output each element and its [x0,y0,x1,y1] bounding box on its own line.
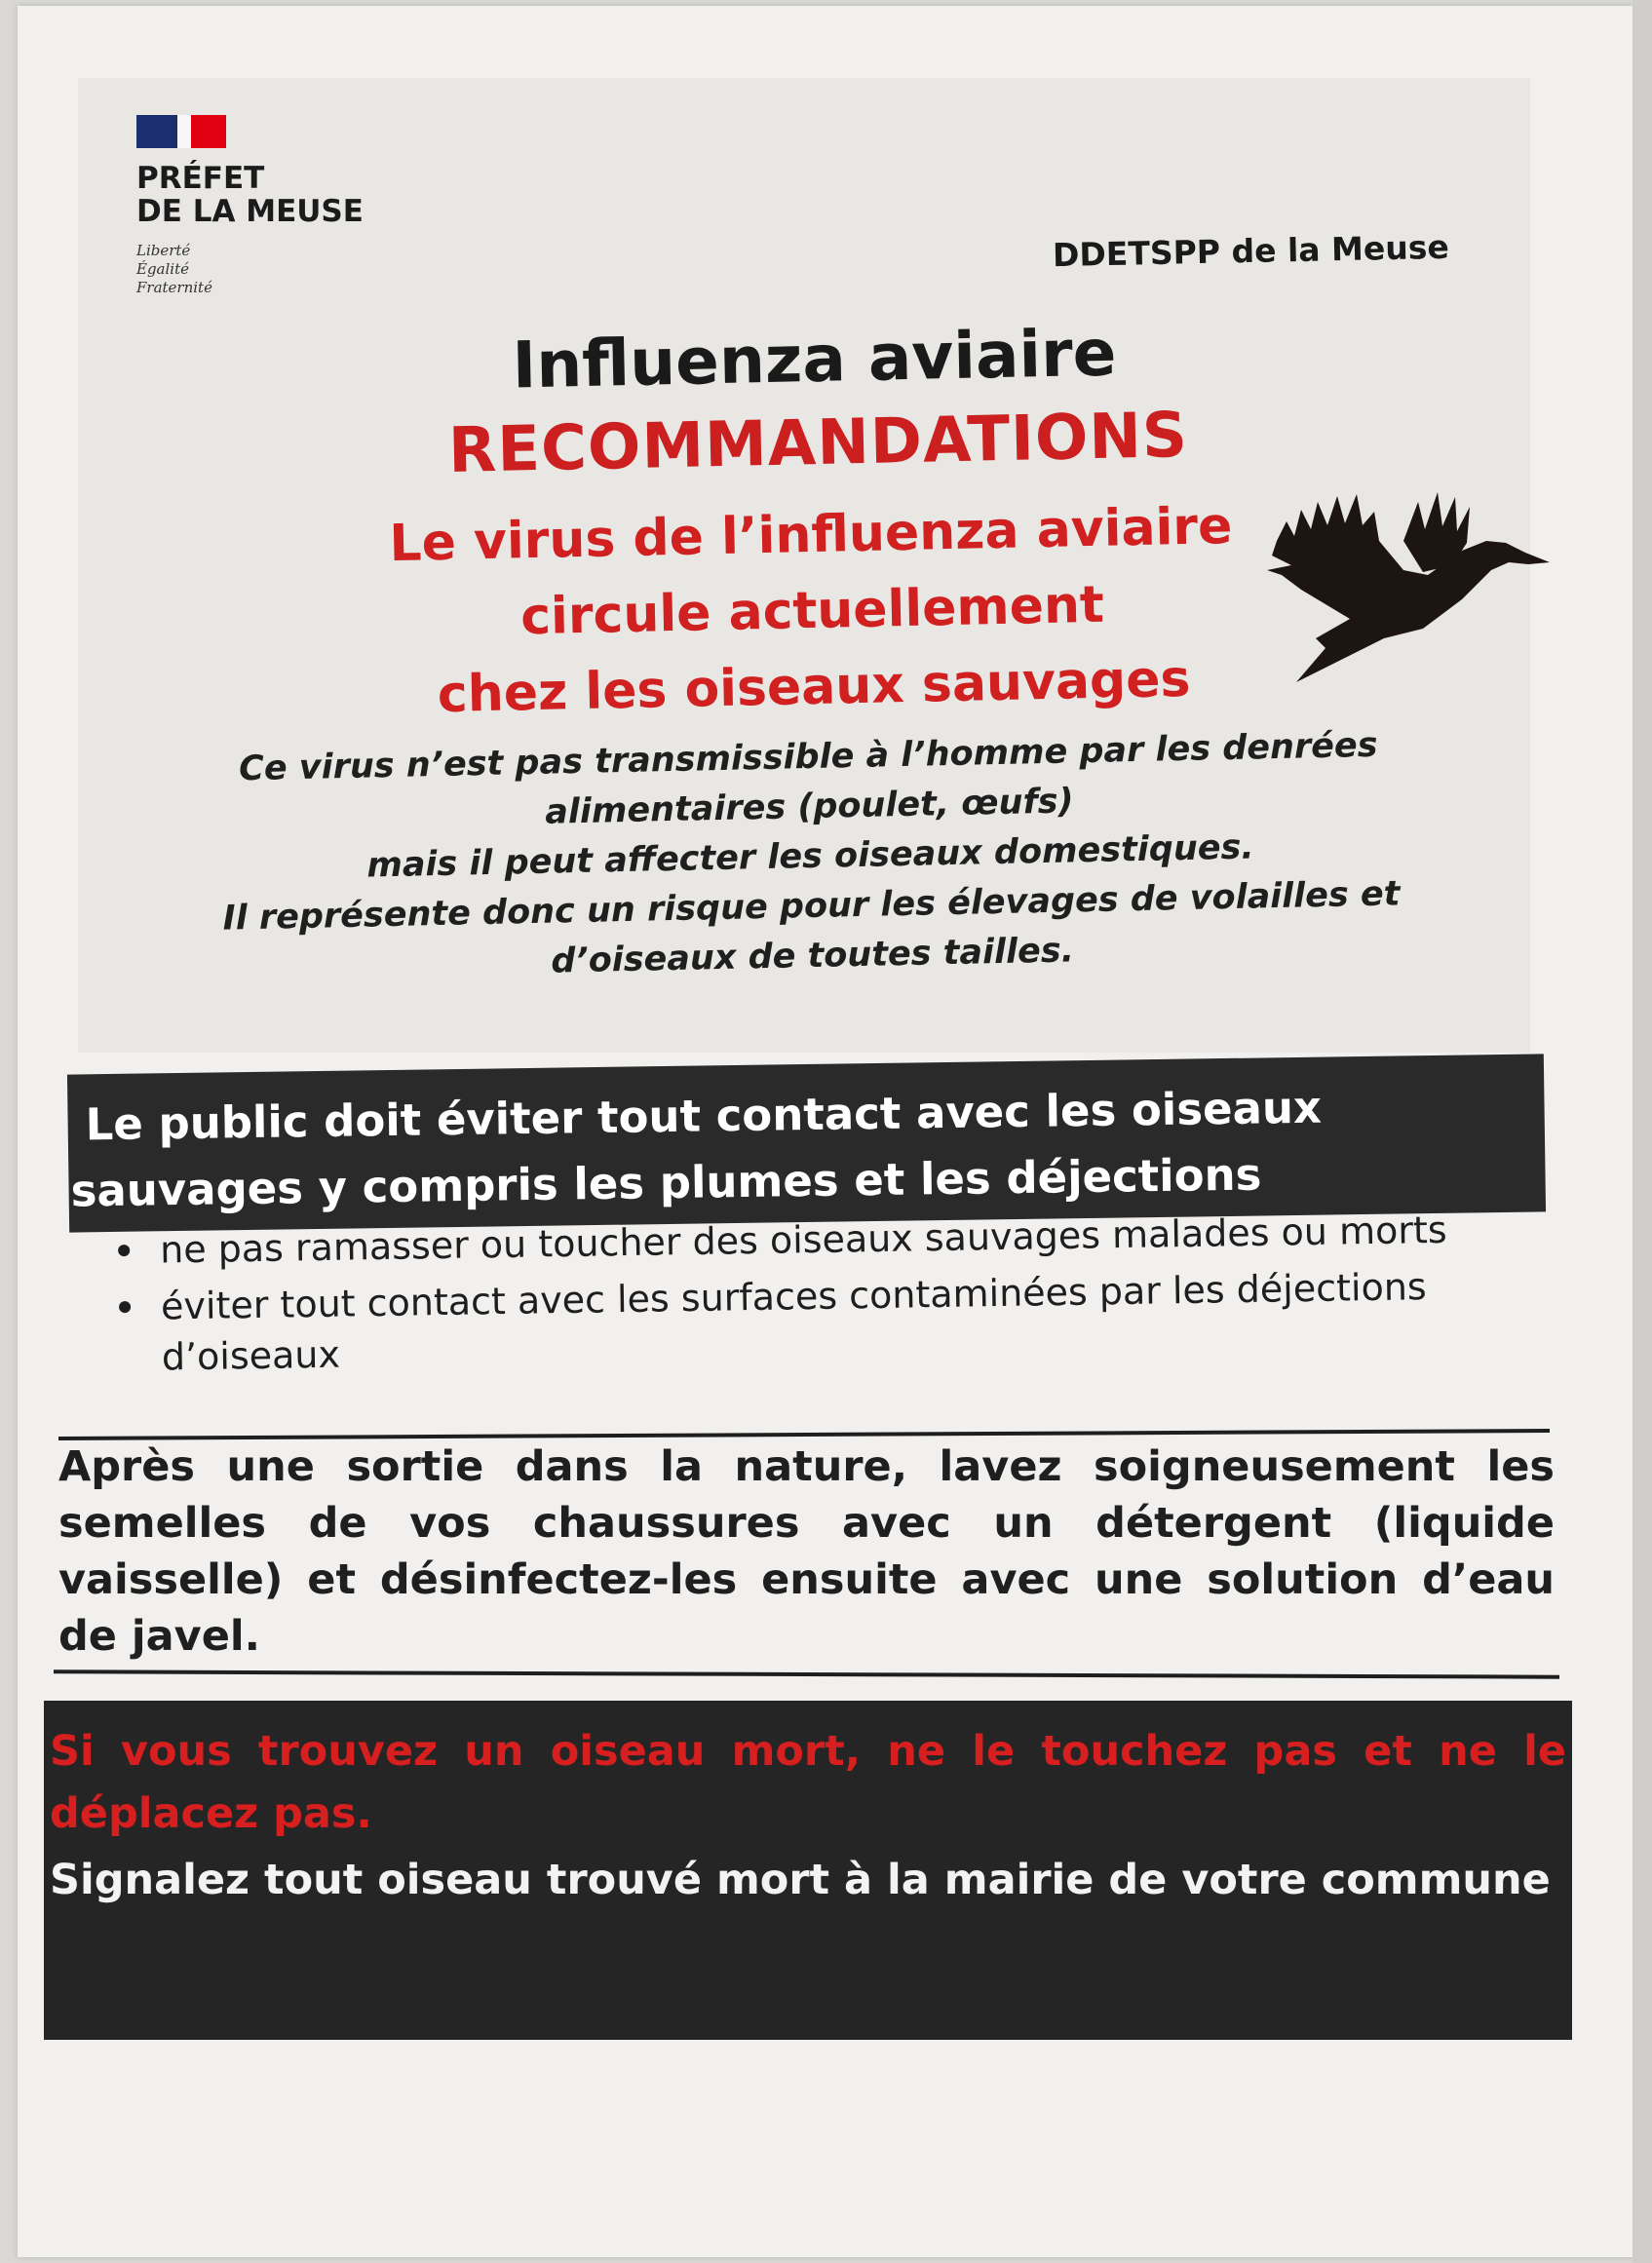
intro-line: d’oiseaux de toutes tailles. [550,931,1075,981]
alert-line: Le virus de l’influenza aviaire [388,496,1233,574]
list-item-text: éviter tout contact avec les surfaces contaminées par les déjections d’oiseaux [160,1265,1427,1379]
logo-name-line2: DE LA MEUSE [136,194,364,229]
intro-line: Ce virus n’est pas transmissible à l’homme par les denrées [238,725,1378,789]
intro-line: alimentaires (poulet, œufs) [544,782,1074,832]
motto-liberte: Liberté [136,242,191,259]
after-outing-advice: Après une sortie dans la nature, lavez soigneusement les semelles de vos chaussures avec un détergent (liquide vaisselle) et désinfectez-les ensuite avec une solution d’eau de javel. [58,1442,1555,1661]
report-instruction: Signalez tout oiseau trouvé mort à la mairie de votre commune [50,1856,1551,1904]
flying-duck-silhouette-icon [1257,482,1569,687]
logo-name-line1: PRÉFET [136,161,265,196]
dead-bird-warning: Si vous trouvez un oiseau mort, ne le touchez pas et ne le déplacez pas. [50,1727,1566,1838]
bullet-icon [118,1245,130,1256]
bullet-icon [119,1301,131,1313]
motto-fraternite: Fraternité [136,279,212,296]
issuer-name: DDETSPP de la Meuse [1052,227,1450,275]
intro-line: mais il peut affecter les oiseaux domestiques. [365,827,1255,886]
republic-motto [136,242,364,297]
marianne-flag-icon [136,115,226,148]
list-item-text: ne pas ramasser ou toucher des oiseaux sauvages malades ou morts [159,1208,1447,1272]
alert-line: chez les oiseaux sauvages [437,649,1191,725]
motto-egalite: Égalité [136,260,189,278]
intro-line: Il représente donc un risque pour les élevages de volailles et [222,874,1401,939]
banner-line: sauvages y compris les plumes et les déjections [70,1148,1262,1217]
page-title: Influenza aviaire [511,315,1118,403]
intro-text [0,715,1638,998]
dead-bird-banner [44,1701,1572,2040]
precautions-list [106,1204,1521,1390]
list-item [107,1260,1521,1384]
recommendations-heading: RECOMMANDATIONS [447,400,1189,487]
alert-line: circule actuellement [519,575,1105,647]
prefecture-logo [136,115,364,297]
banner-line: Le public doit éviter tout contact avec les oiseaux [85,1081,1323,1151]
